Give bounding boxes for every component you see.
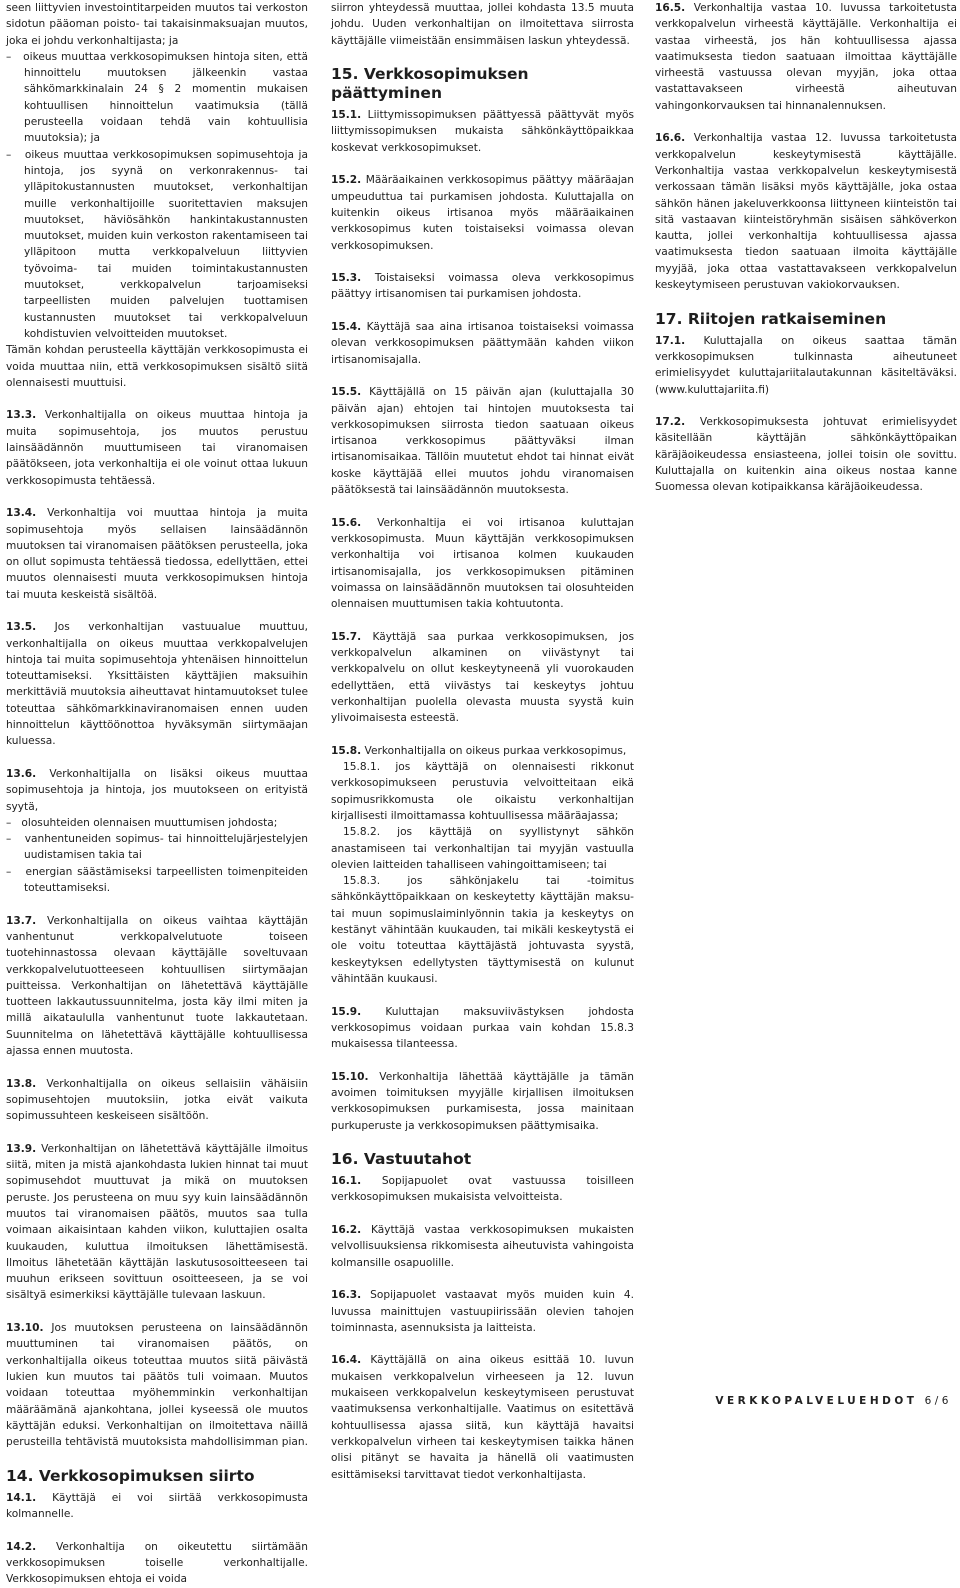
page-number: 6/6 (924, 1395, 952, 1407)
clause-16-3: 16.3. Sopijapuolet vastaavat myös muiden kuin 4. luvussa mainittujen vastuupiirissään olevien tahojen toiminnasta, asennuksista ja laitteista. (331, 1289, 635, 1334)
clause-15-4: 15.4. Käyttäjä saa aina irtisanoa toistaiseksi voimassa olevan verkkosopimuksen päättymään kahden viikon irtisanomisajalla. (331, 321, 634, 366)
clause-15-8: 15.8. Verkonhaltijalla on oikeus purkaa verkkosopimus, (331, 744, 627, 757)
clause-14-2: 14.2. Verkonhaltija on oikeutettu siirtämään verkkosopimuksen toiselle verkonhaltijalle. Verkkosopimuksen ehtoja ei voida (6, 1540, 308, 1586)
section-heading-17: 17. Riitojen ratkaiseminen (655, 309, 887, 328)
page-footer (715, 1395, 952, 1407)
clause-16-1: 16.1. Sopijapuolet ovat vastuussa toisilleen verkkosopimuksen mukaisista velvoitteista. (331, 1175, 634, 1204)
clause-15-3: 15.3. Toistaiseksi voimassa oleva verkkosopimus päättyy irtisanomisen tai purkamisen johdosta. (331, 272, 635, 301)
clause-14-1: 14.1. Käyttäjä ei voi siirtää verkkosopimusta kolmannelle. (6, 1491, 308, 1521)
clause-15-9: 15.9. Kuluttajan maksuviivästyksen johdosta verkkosopimus voidaan purkaa vain kohdan 15.8.3 mukaisessa tilanteessa. (331, 1005, 634, 1051)
clause-13-3: 13.3. Verkonhaltijalla on oikeus muuttaa hintoja ja muita sopimusehtoja, jos muutos perustuu lainsäädännön muuttumiseen tai viranomaisen päätökseen, jota verkonhaltija ei ole voinut ottaa lukuun verkkosopimusta tehtäessä. (6, 409, 308, 487)
paragraph-continuation: siirron yhteydessä muuttaa, jollei kohdasta 13.5 muuta johdu. Uuden verkonhaltijan on ilmoitettava siirrosta käyttäjälle viimeistään ensimmäisen laskun yhteydessä. (331, 2, 634, 47)
list-item: – energian säästämiseksi tarpeellisten toimenpiteiden toteuttamiseksi. (6, 865, 309, 895)
column-middle (331, 0, 634, 1483)
clause-13-9: 13.9. Verkonhaltijan on lähetettävä käyttäjälle ilmoitus siitä, miten ja mistä ajankohdasta lukien hinnat tai muut sopimusehdot muuttuvat ja mikä on muutoksen peruste. Jos perusteena on muu syy kuin lainsäädännön muutos tai viranomaisen päätös, muutos saa tulla voimaan aikaisintaan kahden viikon, kuluttajien osalta kuukauden, kuluttua ilmoituksen lähettämisestä. Ilmoitus lähetetään käyttäjän laskutusosoitteeseen tai muuhun erikseen sovittuun osoitteeseen, ja se voi sisältyä esimerkiksi käyttäjälle tulevaan laskuun. (6, 1142, 309, 1302)
footer-title: VERKKOPALVELUEHDOT (715, 1395, 918, 1407)
column-left (6, 0, 308, 1588)
clause-17-2: 17.2. Verkkosopimuksesta johtuvat erimielisyydet käsitellään käyttäjän sähkönkäyttöpaikan käräjäoikeudessa ensiasteena, jollei toisin ole sovittu. Kuluttajalla on kuitenkin aina oikeus nostaa kanne Suomessa olevan kotipaikkansa käräjäoikeudessa. (655, 416, 957, 494)
clause-15-7: 15.7. Käyttäjä saa purkaa verkkosopimuksen, jos verkkopalvelun alkaminen on viivästynyt tai verkkopalvelu on ollut keskeytyneenä yli vuorokauden edellyttäen, että viivästys tai keskeytys johtuu verkonhaltijan puolella olevasta muusta syystä kuin ylivoimaisesta esteestä. (331, 630, 635, 725)
clause-13-8: 13.8. Verkonhaltijalla on oikeus sellaisiin vähäisiin sopimusehtojen muutoksiin, jotka eivät vaikuta sopimussuhteen keskeiseen sisältöön. (6, 1077, 309, 1123)
clause-15-8-1: 15.8.1. jos käyttäjä on olennaisesti rikkonut verkkosopimukseen perustuvia velvoitteitaan eikä sopimusrikkomusta ole oikaistu verkonhaltijan kirjallisesti ilmoittamassa kohtuullisessa määräajassa; (331, 761, 634, 822)
clause-13-4: 13.4. Verkonhaltija voi muuttaa hintoja ja muita sopimusehtoja myös sellaisen lainsäädännön muutoksen tai viranomaisen päätöksen perusteella, joka on ollut sopimusta tehtäessä tiedossa, edellyttäen, ettei muutos olennaisesti muuta verkkosopimuksen hintoja tai muuta keskeistä sisältöä. (6, 507, 308, 601)
paragraph: Tämän kohdan perusteella käyttäjän verkkosopimusta ei voida muuttaa niin, että verkkosopimuksen sisältö siitä olennaisesti muuttuisi. (6, 344, 308, 389)
list-item: – olosuhteiden olennaisen muuttumisen johdosta; (6, 816, 278, 829)
column-right (655, 0, 957, 496)
section-heading-16: 16. Vastuutahot (331, 1150, 472, 1169)
paragraph-continuation: seen liittyvien investointitarpeiden muutos tai verkoston sidotun pääoman poisto- tai takaisinmaksuajan muutos, joka ei johdu verkonhaltijasta; ja (6, 2, 308, 47)
clause-16-6: 16.6. Verkonhaltija vastaa 12. luvussa tarkoitetusta verkkopalvelun keskeytymisestä käyttäjälle. Verkonhaltija vastaa verkkopalvelun keskeytymisestä verkossaan tämän lisäksi myös käyttäjälle, joka ostaa sähkön hänen jakeluverkkoonsa liittyneen kiinteistön tai sitä vastaavan kiinteistöryhmän sisäisen sähköverkon kautta, jollei verkonhaltija kohtuullisessa ajassa vaatimuksesta tiedon saatuaan ilmoita käyttäjälle myyjää, joka ottaa vastattavakseen verkkopalvelun keskeytymiseen perustuvan vakiokorvauksen. (655, 132, 957, 292)
list-item: – oikeus muuttaa verkkosopimuksen hintoja siten, että hinnoittelu muutoksen jälkeenkin vastaa sähkömarkkinalain 24 § 2 momentin mukaisen kohtuullisen hinnoittelun vaatimuksia (tällä perusteella voidaan tehdä vain kohtuullisia muutoksia); ja (6, 50, 308, 145)
clause-15-8-2: 15.8.2. jos käyttäjä on syyllistynyt sähkön anastamiseen tai verkonhaltijan tai myyjän vastuulla olevien laitteiden tahalliseen vahingoittamiseen; tai (331, 826, 634, 871)
list-item: – oikeus muuttaa verkkosopimuksen sopimusehtoja ja hintoja, jos syynä on verkonrakennus- tai ylläpitokustannusten muutokset, verkonhaltijan muille verkonhaltijoille suoritettavien maksujen muutokset, häviösähkön hankintakustannusten muutokset, muiden kuin verkoston rakentamiseen tai ylläpitoon mutta verkkopalveluun liittyvien työvoima- tai muiden toimintakustannusten muutokset, verkkopalvelun tarjoamiseksi tarpeellisten muiden palvelujen tuottamisen kustannusten muutokset tai verkkopalveluun kohdistuvien velvoitteiden muutokset. (6, 148, 308, 340)
clause-15-1: 15.1. Liittymissopimuksen päättyessä päättyvät myös liittymissopimuksen mukaista sähkönkäyttöpaikkaa koskevat verkkosopimukset. (331, 109, 634, 154)
clause-16-4: 16.4. Käyttäjällä on aina oikeus esittää 10. luvun mukaisen verkkopalvelun virheeseen ja 12. luvun mukaiseen verkkopalvelun keskeytymiseen perustuvat vaatimuksensa verkonhaltijalle. Vaatimus on esitettävä kohtuullisessa ajassa siitä, kun käyttäjä havaitsi verkkopalvelun virheen tai keskeytymisen taikka hänen olisi pitänyt se havaita ja hänellä oli vaatimusten esittämiseksi tarvittavat tiedot verkonhaltijasta. (331, 1354, 634, 1481)
clause-17-1: 17.1. Kuluttajalla on oikeus saattaa tämän verkkosopimuksen tulkinnasta aiheutuneet erimielisyydet kuluttajariitalautakunnan käsiteltäväksi. (www.kuluttajariita.fi) (655, 334, 957, 396)
clause-15-2: 15.2. Määräaikainen verkkosopimus päättyy määräajan umpeuduttua tai purkamisen johdosta. Kuluttajalla on kuitenkin oikeus irtisanoa myös määräaikainen verkkosopimus kuten toistaiseksi voimassa olevan verkkosopimuksen. (331, 174, 635, 252)
clause-13-7: 13.7. Verkonhaltijalla on oikeus vaihtaa käyttäjän vanhentunut verkkopalvelutuote toiseen tuotehinnastossa olevaan käyttäjälle soveltuvaan verkkopalvelutuotteeseen kohtuullisen siirtymäajan puitteissa. Verkonhaltijan on lähetettävä käyttäjälle tuotteen lakkautussuunnitelma, josta käy ilmi miten ja millä aikataululla vanhentunut tuote lakkautetaan. Suunnitelma on lähetettävä käyttäjälle kohtuullisessa ajassa ennen muutosta. (6, 914, 308, 1057)
clause-15-6: 15.6. Verkonhaltija ei voi irtisanoa kuluttajan verkkosopimusta. Muun käyttäjän verkkosopimuksen verkonhaltija voi irtisanoa kolmen kuukauden irtisanomisajalla, jos verkkosopimuksen pitäminen voimassa on lainsäädännön muutoksen tai olosuhteiden olennaisen muuttumisen takia kohtuutonta. (331, 516, 634, 611)
clause-16-5: 16.5. Verkonhaltija vastaa 10. luvussa tarkoitetusta verkkopalvelun virheestä käyttäjälle. Verkonhaltija ei vastaa virheestä, jos hän kohtuullisessa ajassa vaatimuksesta tiedon saatuaan ilmoittaa käyttäjälle virheestä vastuussa olevan myyjän, joka ottaa vastattavakseen virheestä aiheutuvan vahingonkorvauksen tai hinnanalennuksen. (655, 2, 957, 112)
clause-13-6: 13.6. Verkonhaltijalla on lisäksi oikeus muuttaa sopimusehtoja ja hintoja, jos muutokseen on erityistä syytä, (6, 767, 308, 813)
clause-15-5: 15.5. Käyttäjällä on 15 päivän ajan (kuluttajalla 30 päivän ajan) ehtojen tai hintojen muutoksesta tai verkkosopimuksen siirrosta tiedon saatuaan oikeus irtisanoa verkkosopimus päättyväksi ilman irtisanomisaikaa. Tällöin muutetut ehdot tai hinnat eivät koske käyttäjää ellei muutos johdu viranomaisen päätöksestä tai lainsäädännön muutoksesta. (331, 386, 634, 497)
clause-15-8-3: 15.8.3. jos sähkönjakelu tai -toimitus sähkönkäyttöpaikkaan on keskeytetty käyttäjän maksu- tai muun sopimuslaiminlyönnin takia ja keskeytys on kestänyt vähintään kuukauden, tai mikäli keskeytystä ei ole voitu toteuttaa käyttäjästä johtuvasta syystä, keskeytyksen edellytysten täyttymisestä on kulunut vähintään kuukausi. (331, 875, 634, 985)
section-heading-14: 14. Verkkosopimuksen siirto (6, 1466, 255, 1485)
section-heading-15: 15. Verkkosopimuksen päättyminen (331, 65, 529, 103)
list-item: – vanhentuneiden sopimus- tai hinnoittelujärjestelyjen uudistamisen takia tai (6, 833, 309, 862)
clause-13-5: 13.5. Jos verkonhaltijan vastuualue muuttuu, verkonhaltijalla on oikeus muuttaa verkkopalvelujen hintoja tai muita sopimusehtoja yhtenäisen hinnoittelun toteuttamiseksi. Yksittäisten käyttäjien maksuihin merkittäviä muutoksia aiheuttavat hintamuutokset tulee toteuttaa sähkömarkkinaviranomaisen ennen uuden hinnoittelun käyttöönottoa hyväksymän siirtymäajan kuluessa. (6, 621, 308, 748)
clause-15-10: 15.10. Verkonhaltija lähettää käyttäjälle ja tämän avoimen toimituksen myyjälle kirjallisen ilmoituksen verkkosopimuksen purkamisesta, jossa mainitaan purkuperuste ja verkkosopimuksen päättymisaika. (331, 1070, 634, 1132)
clause-13-10: 13.10. Jos muutoksen perusteena on lainsäädännön muuttuminen tai viranomaisen päätös, on verkonhaltijalla oikeus toteuttaa muutos siitä päivästä lukien kun muutos tai päätös tuli voimaan. Muutos voidaan toteuttaa myöhemminkin verkonhaltijan määräämänä ajankohtana, jollei kyseessä ole muutos käyttäjän eduksi. Verkonhaltijan on ilmoitettava näillä perusteilla tehtävistä muutoksista mahdollisimman pian. (6, 1322, 308, 1449)
clause-16-2: 16.2. Käyttäjä vastaa verkkosopimuksen mukaisten velvollisuuksiensa rikkomisesta aiheutuvista vahingoista kolmansille osapuolille. (331, 1224, 634, 1269)
